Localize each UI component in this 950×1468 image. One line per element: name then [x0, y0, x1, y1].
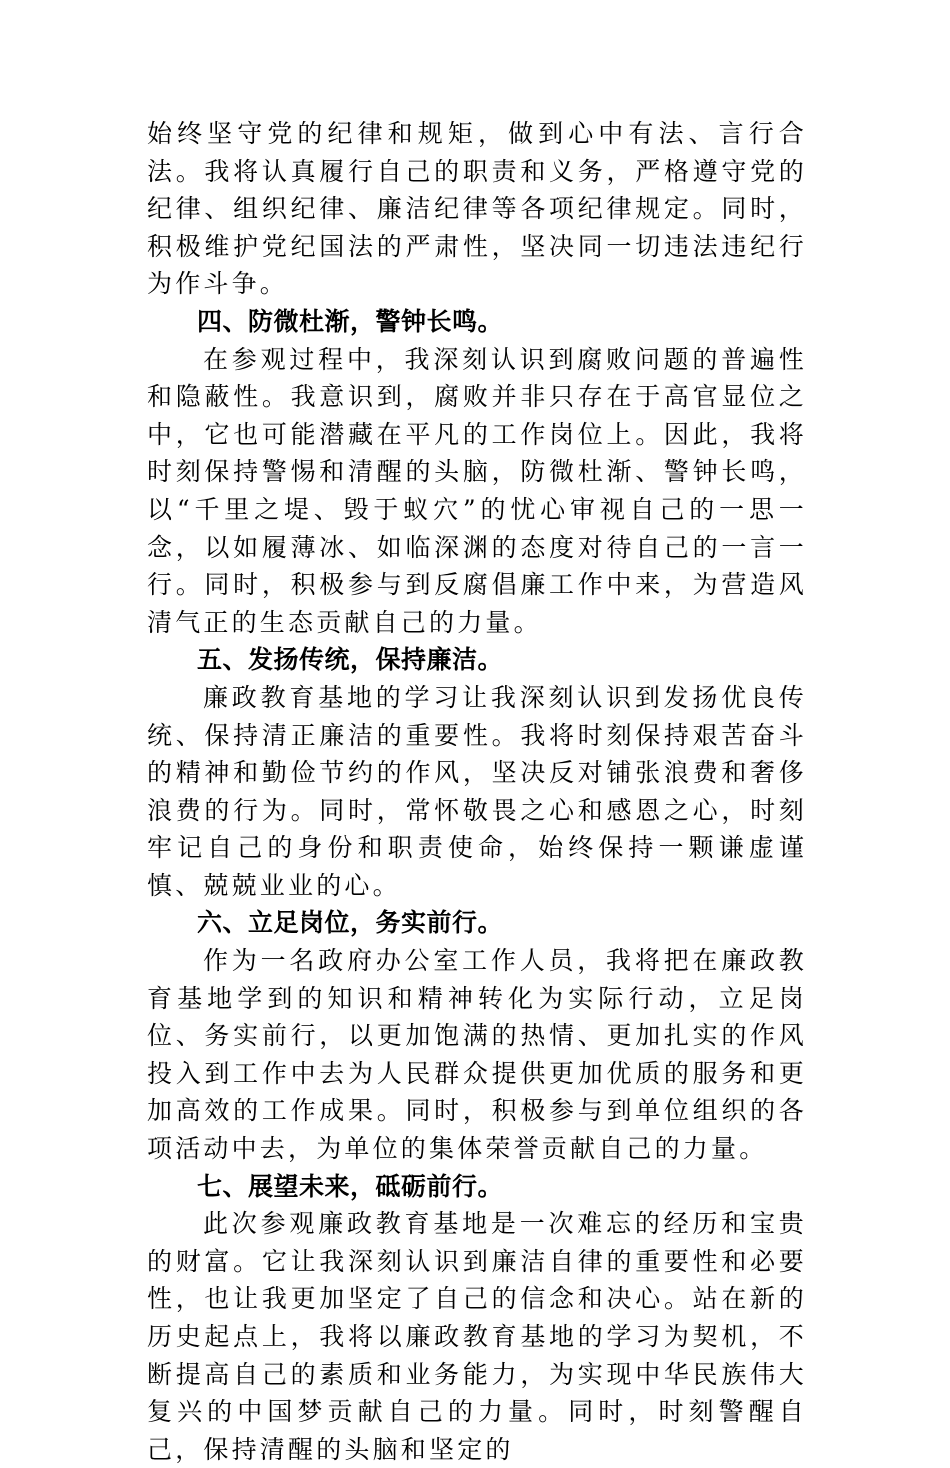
body-paragraph: 始终坚守党的纪律和规矩，做到心中有法、言行合法。我将认真履行自己的职责和义务，严格遵守党的纪律、组织纪律、廉洁纪律等各项纪律规定。同时，积极维护党纪国法的严肃性，坚决同一切违法违纪行为作斗争。: [147, 119, 807, 299]
document-page: [147, 115, 807, 1468]
section-heading: 六、立足岗位，务实前行。: [197, 908, 504, 938]
section-heading: 四、防微杜渐，警钟长鸣。: [197, 306, 504, 336]
body-paragraph: 此次参观廉政教育基地是一次难忘的经历和宝贵的财富。它让我深刻认识到廉洁自律的重要性和必要性，也让我更加坚定了自己的信念和决心。站在新的历史起点上，我将以廉政教育基地的学习为契机，不断提高自己的素质和业务能力，为实现中华民族伟大复兴的中国梦贡献自己的力量。同时，时刻警醒自己，保持清醒的头脑和坚定的: [147, 1209, 807, 1464]
body-paragraph: 作为一名政府办公室工作人员，我将把在廉政教育基地学到的知识和精神转化为实际行动，立足岗位、务实前行，以更加饱满的热情、更加扎实的作风投入到工作中去为人民群众提供更加优质的服务和更加高效的工作成果。同时，积极参与到单位组织的各项活动中去，为单位的集体荣誉贡献自己的力量。: [147, 946, 807, 1164]
body-paragraph: 在参观过程中，我深刻认识到腐败问题的普遍性和隐蔽性。我意识到，腐败并非只存在于高官显位之中，它也可能潜藏在平凡的工作岗位上。因此，我将时刻保持警惕和清醒的头脑，防微杜渐、警钟长鸣，以“千里之堤、毁于蚁穴”的忧心审视自己的一思一念，以如履薄冰、如临深渊的态度对待自己的一言一行。同时，积极参与到反腐倡廉工作中来，为营造风清气正的生态贡献自己的力量。: [147, 344, 807, 637]
section-heading: 七、展望未来，砥砺前行。: [197, 1171, 504, 1201]
body-paragraph: 廉政教育基地的学习让我深刻认识到发扬优良传统、保持清正廉洁的重要性。我将时刻保持艰苦奋斗的精神和勤俭节约的作风，坚决反对铺张浪费和奢侈浪费的行为。同时，常怀敬畏之心和感恩之心，时刻牢记自己的身份和职责使命，始终保持一颗谦虚谨慎、兢兢业业的心。: [147, 682, 807, 900]
section-heading: 五、发扬传统，保持廉洁。: [197, 645, 504, 675]
